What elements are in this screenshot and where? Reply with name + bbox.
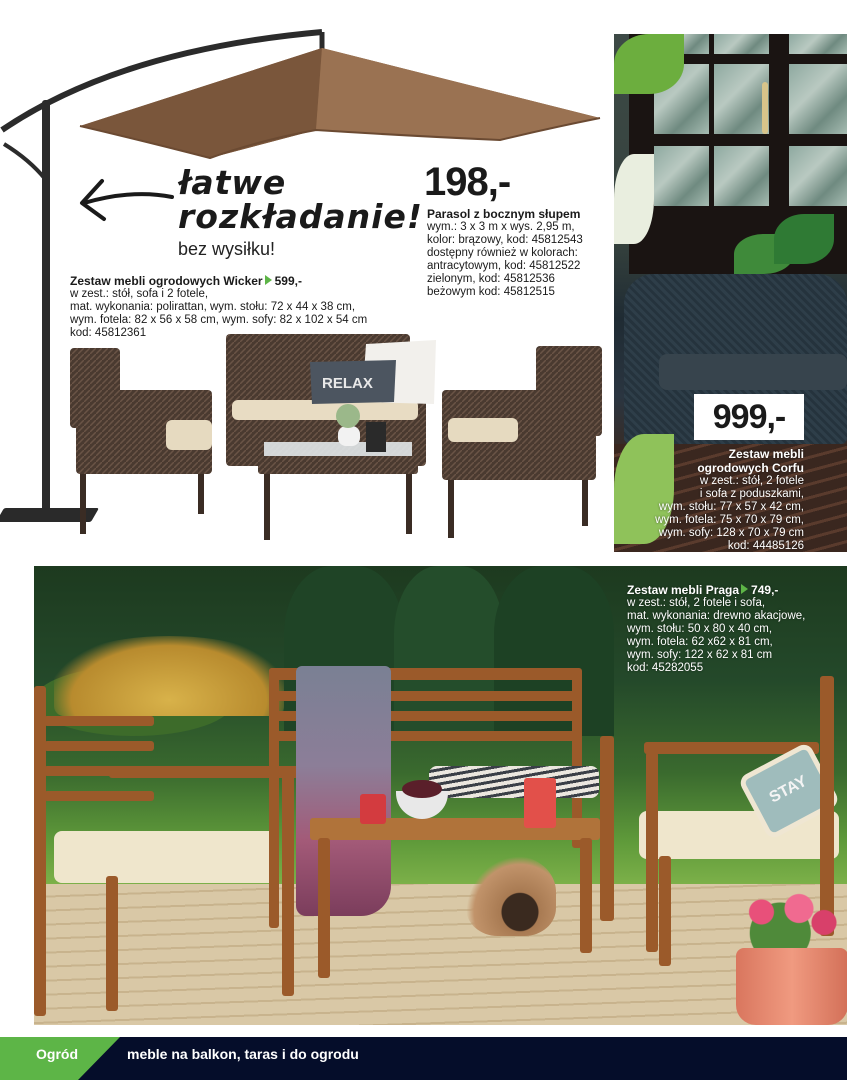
arrow-left-icon — [72, 175, 182, 225]
parasol-detail: dostępny również w kolorach: — [427, 247, 578, 259]
wicker-furniture-image — [66, 330, 611, 545]
corfu-price: 999,- — [694, 394, 804, 440]
corfu-detail: wym. stołu: 77 x 57 x 42 cm, — [658, 501, 804, 513]
parasol-detail: wym.: 3 x 3 m x wys. 2,95 m, — [427, 221, 575, 233]
flower-pot — [736, 948, 847, 1025]
red-cup — [524, 778, 556, 828]
pillow-text: STAY — [766, 772, 810, 807]
callout-subtitle: bez wysiłku! — [178, 239, 276, 259]
wicker-detail: wym. fotela: 82 x 56 x 58 cm, wym. sofy: 82 x 102 x 54 cm — [70, 314, 368, 326]
corfu-detail: i sofa z poduszkami, — [699, 488, 804, 500]
wicker-detail: w zest.: stół, sofa i 2 fotele, — [70, 288, 209, 300]
corfu-detail: wym. sofy: 128 x 70 x 79 cm — [658, 527, 804, 539]
price-arrow-icon — [741, 584, 748, 594]
praga-description — [627, 583, 805, 675]
praga-detail: wym. sofy: 122 x 62 x 81 cm — [627, 649, 773, 661]
footer-section-label: Ogród — [36, 1046, 78, 1062]
parasol-detail: antracytowym, kod: 45812522 — [427, 260, 581, 272]
parasol-name: Parasol z bocznym słupem — [427, 207, 581, 221]
footer-tagline: meble na balkon, taras i do ogrodu — [127, 1046, 359, 1062]
pillow-text: RELAX — [322, 375, 373, 392]
parasol-detail: beżowym kod: 45812515 — [427, 286, 555, 298]
corfu-name: Zestaw mebli — [728, 447, 804, 461]
callout-line-2: rozkładanie! — [178, 197, 423, 236]
flower-arrangement — [724, 884, 847, 954]
callout-heading — [178, 163, 423, 236]
door-handle — [762, 82, 768, 134]
wicker-price: 599,- — [274, 274, 302, 288]
price-arrow-icon — [265, 275, 272, 285]
corfu-description — [655, 447, 804, 553]
wicker-title-row — [70, 274, 367, 288]
praga-detail: w zest.: stół, 2 fotele i sofa, — [627, 597, 766, 609]
parasol-description — [427, 207, 583, 299]
corfu-detail: kod: 44485126 — [727, 540, 804, 552]
parasol-detail: zielonym, kod: 45812536 — [427, 273, 555, 285]
wicker-name: Zestaw mebli ogrodowych Wicker — [70, 274, 263, 288]
corfu-detail: w zest.: stół, 2 fotele — [699, 475, 804, 487]
wicker-detail: kod: 45812361 — [70, 327, 147, 339]
deck — [34, 884, 847, 1025]
ornamental-grass — [54, 636, 284, 716]
corfu-name: ogrodowych Corfu — [697, 461, 804, 475]
wicker-detail: mat. wykonania: polirattan, wym. stołu: 72 x 44 x 38 cm, — [70, 301, 356, 313]
praga-detail: wym. fotela: 62 x62 x 81 cm, — [627, 636, 773, 648]
corfu-detail: wym. fotela: 75 x 70 x 79 cm, — [655, 514, 804, 526]
dog — [466, 856, 556, 936]
praga-detail: wym. stołu: 50 x 80 x 40 cm, — [627, 623, 773, 635]
praga-price: 749,- — [751, 583, 779, 597]
praga-detail: kod: 45282055 — [627, 662, 704, 674]
parasol-canopy — [60, 40, 610, 165]
praga-name: Zestaw mebli Praga — [627, 583, 740, 597]
blanket — [296, 666, 391, 916]
praga-detail: mat. wykonania: drewno akacjowe, — [627, 610, 806, 622]
parasol-detail: kolor: brązowy, kod: 45812543 — [427, 234, 583, 246]
callout-line-1: łatwe — [178, 163, 287, 202]
praga-title-row — [627, 583, 805, 597]
parasol-price: 198,- — [424, 160, 511, 204]
corfu-cushion — [659, 354, 847, 390]
